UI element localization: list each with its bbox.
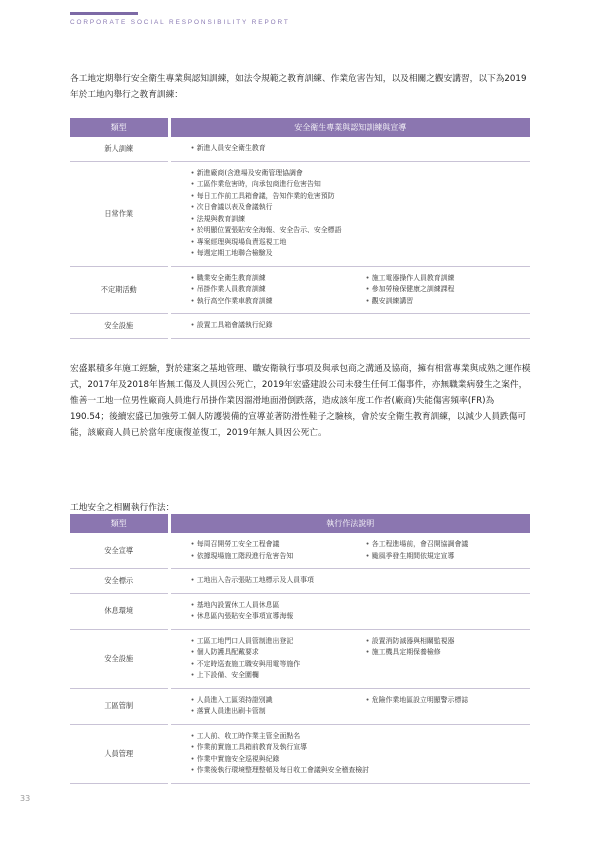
bullet-list-left <box>191 600 366 623</box>
bullet-item: • 專案經理與現場負責巡視工地 <box>191 237 366 249</box>
training-table <box>70 118 530 339</box>
bullet-item: • 施工機具定期保養檢修 <box>366 647 541 659</box>
row-content <box>169 314 530 339</box>
bullet-list-right <box>366 539 541 562</box>
bullet-list-left <box>191 636 366 682</box>
bullet-item: • 參加勞檢保健康之訓練課程 <box>366 284 541 296</box>
table-row <box>70 569 530 594</box>
bullet-item: • 吊掛作業人員教育訓練 <box>191 284 366 296</box>
bullet-item: • 每周召開勞工安全工程會議 <box>191 539 366 551</box>
table-row <box>70 161 530 266</box>
bullet-item: • 於明顯位置張貼安全海報、安全告示、安全標語 <box>191 225 366 237</box>
bullet-item: • 工人前、收工時作業主管全面點名 <box>191 731 370 743</box>
row-type: 新人訓練 <box>70 137 169 161</box>
row-content <box>169 724 530 783</box>
page-number: 33 <box>20 794 31 803</box>
bullet-item: • 工區作業危害時，向承包商進行危害告知 <box>191 179 366 191</box>
bullet-item: • 觀安訓練講習 <box>366 296 541 308</box>
bullet-item: • 施工電器操作人員教育訓練 <box>366 273 541 285</box>
bullet-item: • 設置工具箱會議執行紀錄 <box>191 320 366 332</box>
bullet-list-left <box>191 320 366 332</box>
table-row <box>70 533 530 569</box>
bullet-item: • 不定時巡查施工職安與用電等施作 <box>191 659 366 671</box>
row-content <box>169 266 530 314</box>
header-accent-bar <box>70 12 138 15</box>
bullet-list-left <box>191 273 366 308</box>
row-content <box>169 629 530 688</box>
row-type: 安全設施 <box>70 314 169 339</box>
bullet-list-left <box>191 539 366 562</box>
bullet-item: • 設置消防滅器與相關監視器 <box>366 636 541 648</box>
bullet-list-right <box>366 695 541 718</box>
site-safety-table-header <box>70 514 530 533</box>
column-header-method: 執行作法說明 <box>169 514 530 533</box>
bullet-item: • 休息區內張貼安全事項宣導海報 <box>191 611 366 623</box>
row-content <box>169 161 530 266</box>
row-type: 不定期活動 <box>70 266 169 314</box>
table-row <box>70 629 530 688</box>
row-type: 日常作業 <box>70 161 169 266</box>
bullet-item: • 作業前實施工具箱前教育及執行宣導 <box>191 742 370 754</box>
bullet-list-left <box>191 168 366 260</box>
report-header-title: CORPORATE SOCIAL RESPONSIBILITY REPORT <box>70 19 290 26</box>
bullet-list-right <box>366 273 541 308</box>
bullet-list-right <box>366 636 541 682</box>
bullet-list-left <box>191 143 366 155</box>
row-type: 工區管制 <box>70 688 169 724</box>
bullet-item: • 每週定期工地聯合檢驗及 <box>191 248 366 260</box>
table-row <box>70 688 530 724</box>
bullet-item: • 各工程進場前，會召開協調會議 <box>366 539 541 551</box>
row-content <box>169 593 530 629</box>
table-row <box>70 314 530 339</box>
bullet-item: • 新進廠商(含進場及安衛管理協調會 <box>191 168 366 180</box>
bullet-item: • 工區工地門口人員管制進出登記 <box>191 636 366 648</box>
bullet-list-left <box>191 695 366 718</box>
bullet-item: • 每日工作前工具箱會議，告知作業的危害預防 <box>191 191 366 203</box>
row-type: 休息環境 <box>70 593 169 629</box>
bullet-item: • 危險作業地區設立明顯警示標誌 <box>366 695 541 707</box>
bullet-item: • 上下設備、安全圍欄 <box>191 670 366 682</box>
section-title: 工地安全之相關執行作法： <box>70 502 175 513</box>
bullet-item: • 新進人員安全衛生教育 <box>191 143 366 155</box>
column-header-type: 類型 <box>70 118 169 137</box>
bullet-item: • 法規與教育訓練 <box>191 214 366 226</box>
column-header-description: 安全衛生專業與認知訓練與宣導 <box>169 118 530 137</box>
bullet-item: • 作業中實施安全巡視與紀錄 <box>191 754 370 766</box>
bullet-item: • 依據現場施工階段進行危害告知 <box>191 551 366 563</box>
row-type: 人員管理 <box>70 724 169 783</box>
bullet-list-left <box>191 575 366 587</box>
row-content <box>169 533 530 569</box>
bullet-item: • 次日會議以表及會議執行 <box>191 202 366 214</box>
site-safety-table <box>70 514 530 784</box>
training-table-header <box>70 118 530 137</box>
bullet-item: • 職業安全衛生教育訓練 <box>191 273 366 285</box>
row-type: 安全宣導 <box>70 533 169 569</box>
bullet-item: • 颱風季發生期間依規定宣導 <box>366 551 541 563</box>
row-content <box>169 137 530 161</box>
row-type: 安全標示 <box>70 569 169 594</box>
bullet-list-left <box>191 731 370 777</box>
table-row <box>70 593 530 629</box>
table-row <box>70 137 530 161</box>
bullet-item: • 人員進入工區須持證別識 <box>191 695 366 707</box>
bullet-item: • 個人防護具配戴要求 <box>191 647 366 659</box>
bullet-item: • 工地出入告示張貼工地標示及人員事項 <box>191 575 366 587</box>
bullet-item: • 落實人員進出刷卡管制 <box>191 706 366 718</box>
table-row <box>70 266 530 314</box>
row-content <box>169 569 530 594</box>
bullet-item: • 基地內設置休工人員休息區 <box>191 600 366 612</box>
row-content <box>169 688 530 724</box>
column-header-type: 類型 <box>70 514 169 533</box>
intro-paragraph: 各工地定期舉行安全衛生專業與認知訓練，如法令規範之教育訓練、作業危害告知，以及相關之觀安講習，以下為2019年於工地內舉行之教育訓練： <box>70 73 527 100</box>
safety-record-paragraph: 宏盛累積多年施工經驗，對於建案之基地管理、職安衛執行事項及與承包商之溝通及協商，擁有相當專業與成熟之運作模式，2017年及2018年皆無工傷及人員因公死亡，2019年宏盛建設公司未發生任何工傷事件，亦無職業病發生之案件，惟善一工地一位男性廠商人員進行吊掛作業因溜滑地面滑倒跌落，造成該年度工作者(廠商)失能傷害頻率(FR)為190.54；後續宏盛已加強勞工個人防護裝備的宣導並著防滑性鞋子之驗核，會於安全衛生教育訓練，以減少人員跌傷可能，該廠商人員已於當年度康復並復工，2019年無人員因公死亡。 <box>70 363 531 438</box>
bullet-item: • 執行高空作業車教育訓練 <box>191 296 366 308</box>
table-row <box>70 724 530 783</box>
row-type: 安全設施 <box>70 629 169 688</box>
bullet-item: • 作業後執行環境整理整頓及每日收工會議與安全稽查檢討 <box>191 765 370 777</box>
